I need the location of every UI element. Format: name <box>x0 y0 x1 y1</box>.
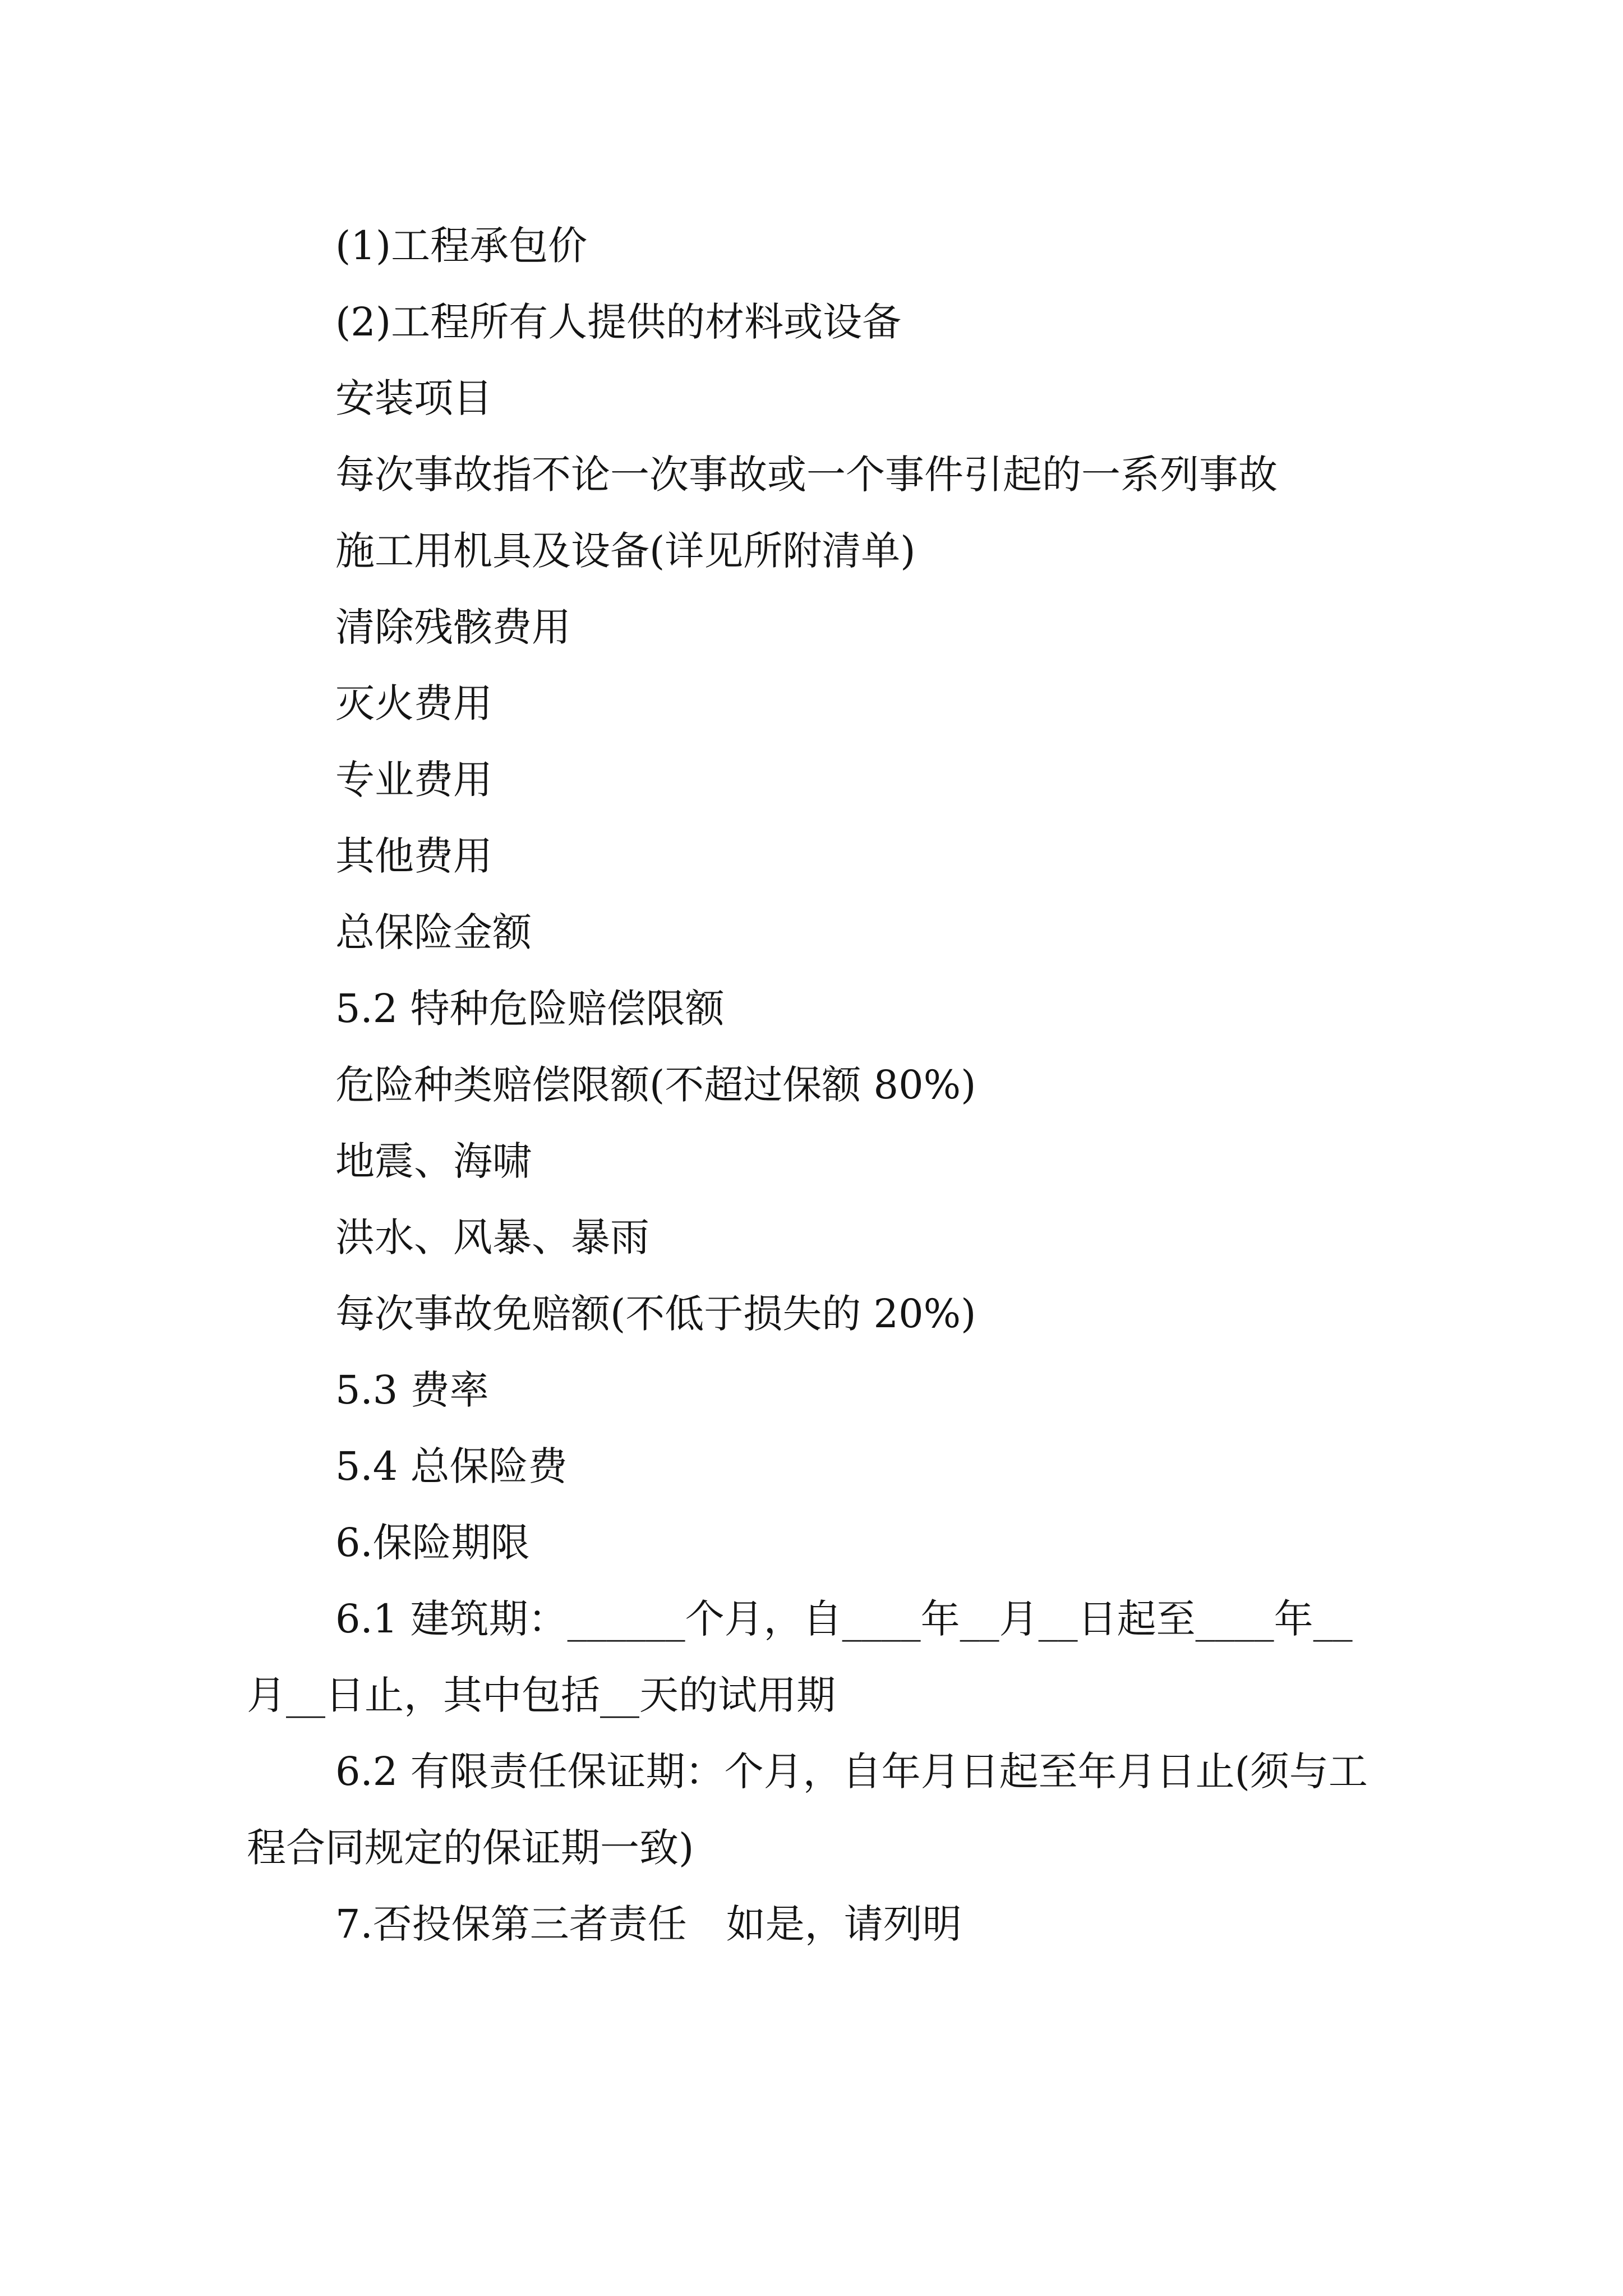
paragraph-risk-type-limit: 危险种类赔偿限额(不超过保额 80%) <box>335 1062 976 1108</box>
paragraph-fire-fighting: 灭火费用 <box>335 680 492 726</box>
paragraph-other-fees: 其他费用 <box>335 833 492 879</box>
paragraph-construction-period: 6.1 建筑期：______个月，自____年__月__日起至____年__月__日止，其中包括__天的试用期 <box>247 1596 1353 1718</box>
paragraph-flood: 洪水、风暴、暴雨 <box>335 1214 649 1260</box>
paragraph-total-premium: 5.4 总保险费 <box>335 1443 568 1489</box>
paragraph-total-insured: 总保险金额 <box>335 909 532 955</box>
paragraph-rate: 5.3 费率 <box>335 1367 489 1413</box>
paragraph-owner-materials: (2)工程所有人提供的材料或设备 <box>335 299 902 345</box>
paragraph-professional-fees: 专业费用 <box>335 757 492 803</box>
paragraph-installation-items: 安装项目 <box>335 375 492 421</box>
paragraph-third-party-liability: 7.否投保第三者责任 如是，请列明 <box>335 1901 962 1947</box>
paragraph-project-contract-price: (1)工程承包价 <box>335 223 588 269</box>
paragraph-debris-removal: 清除残骸费用 <box>335 604 571 650</box>
document-body <box>247 208 1391 1962</box>
paragraph-construction-equipment: 施工用机具及设备(详见所附清单) <box>335 528 916 574</box>
paragraph-special-risk-limit: 5.2 特种危险赔偿限额 <box>335 986 725 1032</box>
paragraph-earthquake: 地震、海啸 <box>335 1138 532 1184</box>
paragraph-warranty-period: 6.2 有限责任保证期：个月，自年月日起至年月日止(须与工程合同规定的保证期一致) <box>247 1749 1368 1871</box>
paragraph-accident-definition: 每次事故指不论一次事故或一个事件引起的一系列事故 <box>335 452 1278 498</box>
paragraph-deductible: 每次事故免赔额(不低于损失的 20%) <box>335 1291 976 1337</box>
paragraph-insurance-period: 6.保险期限 <box>335 1520 530 1566</box>
